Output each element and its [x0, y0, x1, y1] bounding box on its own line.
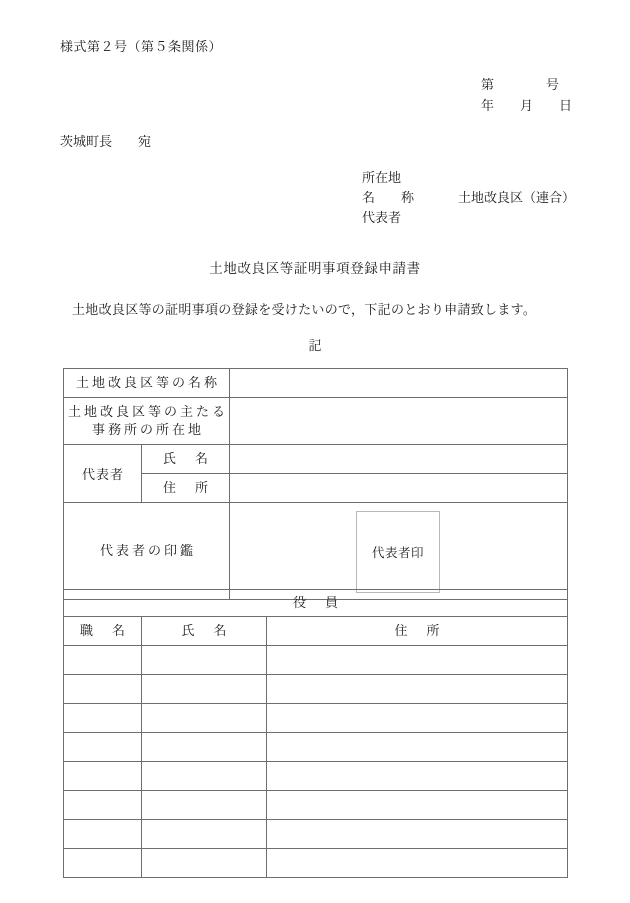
officers-column-post: 職 名	[64, 617, 142, 646]
officer-address-cell[interactable]	[267, 849, 568, 878]
officer-name-cell[interactable]	[142, 733, 267, 762]
representative-address-label: 住 所	[142, 474, 230, 503]
applicant-name-value: 土地改良区（連合）	[458, 190, 576, 205]
form-number: 様式第２号（第５条関係）	[60, 39, 223, 54]
office-address-label-line1: 土地改良区等の主たる	[68, 404, 229, 419]
officer-name-cell[interactable]	[142, 675, 267, 704]
representative-address-value[interactable]	[230, 474, 568, 503]
officer-address-cell[interactable]	[267, 820, 568, 849]
officer-post-cell[interactable]	[64, 646, 142, 675]
representative-seal-label: 代表者の印鑑	[64, 503, 230, 600]
ki-mark: 記	[308, 338, 322, 353]
applicant-representative-label: 代表者	[362, 210, 402, 225]
table-row-representative-seal	[64, 503, 568, 600]
applicant-row-representative	[362, 208, 575, 228]
officers-column-header-row	[64, 617, 568, 646]
officer-post-cell[interactable]	[64, 762, 142, 791]
table-row	[64, 675, 568, 704]
district-name-value[interactable]	[230, 369, 568, 398]
officer-name-cell[interactable]	[142, 762, 267, 791]
officer-address-cell[interactable]	[267, 791, 568, 820]
applicant-location-label: 所在地	[362, 170, 402, 185]
table-row	[64, 820, 568, 849]
officer-address-cell[interactable]	[267, 733, 568, 762]
table-row-representative-name	[64, 445, 568, 474]
applicant-name-label: 名 称	[362, 190, 415, 205]
representative-name-value[interactable]	[230, 445, 568, 474]
table-row	[64, 762, 568, 791]
page-title: 土地改良区等証明事項登録申請書	[209, 261, 421, 276]
table-row	[64, 646, 568, 675]
district-name-label: 土地改良区等の名称	[64, 369, 230, 398]
officer-post-cell[interactable]	[64, 820, 142, 849]
table-row-office-address	[64, 398, 568, 445]
representative-seal-area[interactable]	[230, 503, 568, 600]
office-address-label	[64, 398, 230, 445]
officer-post-cell[interactable]	[64, 733, 142, 762]
seal-area-inner	[230, 503, 567, 599]
table-row-district-name	[64, 369, 568, 398]
officer-name-cell[interactable]	[142, 849, 267, 878]
officer-post-cell[interactable]	[64, 675, 142, 704]
body-paragraph: 土地改良区等の証明事項の登録を受けたいので，下記のとおり申請致します。	[72, 302, 537, 317]
table-row	[64, 849, 568, 878]
officer-name-cell[interactable]	[142, 704, 267, 733]
applicant-row-location	[362, 168, 575, 188]
applicant-block	[362, 168, 575, 228]
document-number-line: 第 号	[480, 77, 559, 92]
document-number-block	[481, 74, 572, 116]
representative-label: 代表者	[64, 445, 142, 503]
office-address-value[interactable]	[230, 398, 568, 445]
table-row	[64, 704, 568, 733]
addressee: 茨城町長 宛	[60, 134, 152, 149]
officer-name-cell[interactable]	[142, 820, 267, 849]
document-date-line: 年 月 日	[480, 98, 572, 113]
applicant-row-name	[362, 188, 575, 208]
officers-section-title: 役 員	[64, 590, 568, 617]
officer-name-cell[interactable]	[142, 646, 267, 675]
officer-name-cell[interactable]	[142, 791, 267, 820]
officers-column-address: 住 所	[267, 617, 568, 646]
office-address-label-line2: 事務所の所在地	[92, 422, 205, 437]
table-row	[64, 733, 568, 762]
officer-post-cell[interactable]	[64, 791, 142, 820]
main-information-table	[63, 368, 568, 600]
officer-address-cell[interactable]	[267, 704, 568, 733]
officer-post-cell[interactable]	[64, 704, 142, 733]
officer-address-cell[interactable]	[267, 675, 568, 704]
officers-table	[63, 589, 568, 878]
officers-section-header-row	[64, 590, 568, 617]
representative-name-label: 氏 名	[142, 445, 230, 474]
officer-address-cell[interactable]	[267, 762, 568, 791]
officers-column-name: 氏 名	[142, 617, 267, 646]
table-row	[64, 791, 568, 820]
seal-box[interactable]: 代表者印	[356, 511, 440, 593]
officer-post-cell[interactable]	[64, 849, 142, 878]
officer-address-cell[interactable]	[267, 646, 568, 675]
